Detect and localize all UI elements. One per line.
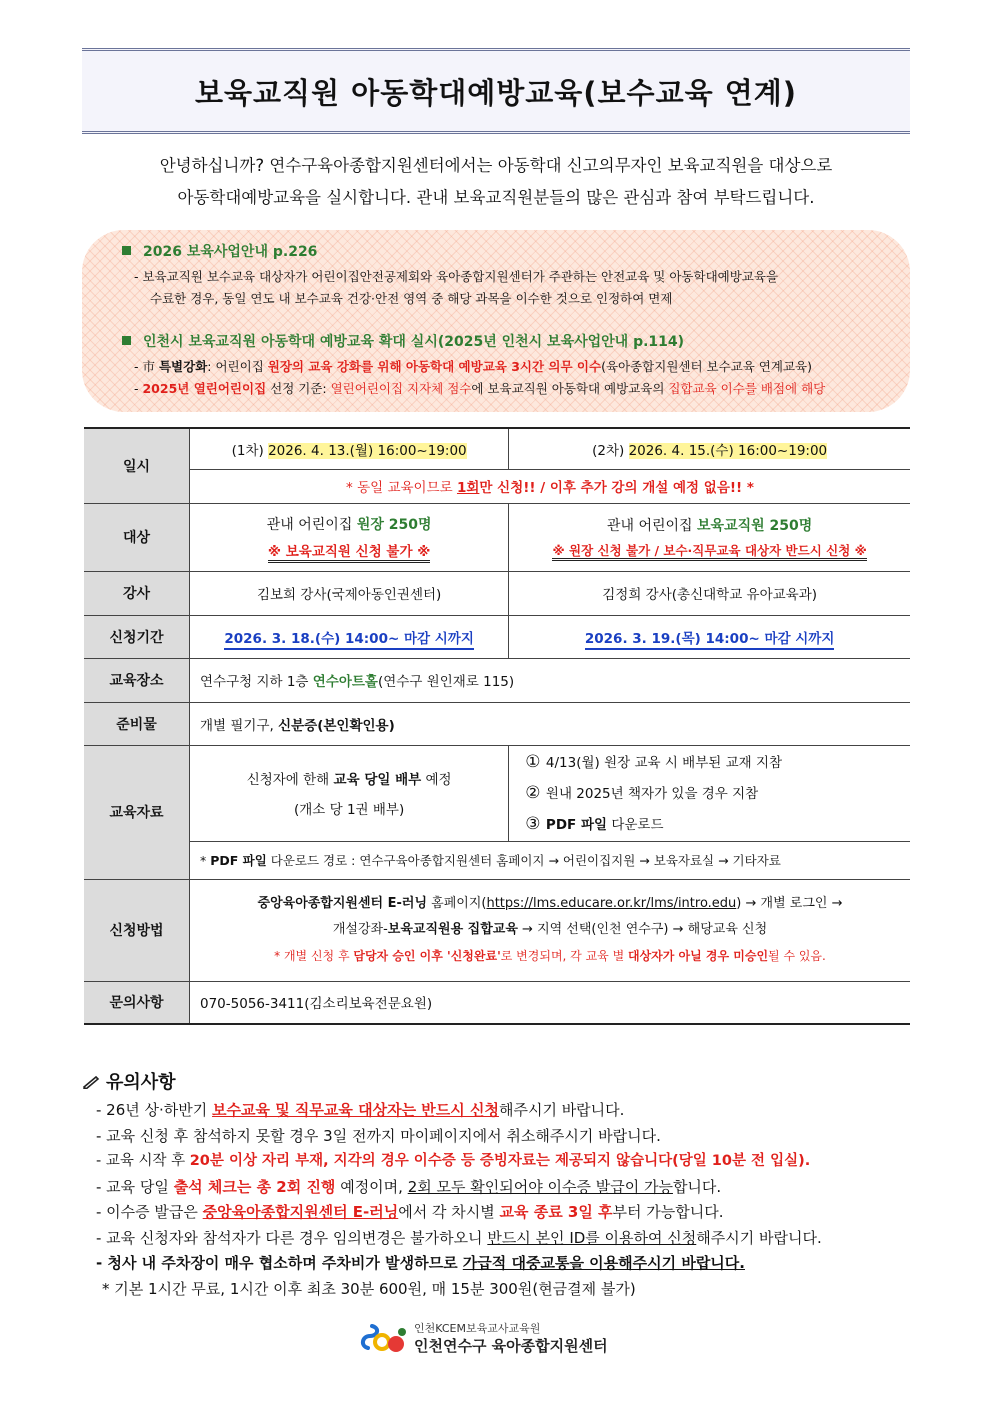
list-item: - 청사 내 주차장이 매우 협소하며 주차비가 발생하므로 가급적 대중교통을 이용해주시기 바랍니다. (96, 1254, 745, 1272)
materials-path: * PDF 파일 다운로드 경로 : 연수구육아종합지원센터 홈페이지 → 어린이집지원 → 보육자료실 → 기타자료 (190, 841, 911, 879)
label-prep: 준비물 (84, 702, 190, 745)
table-row (84, 615, 910, 658)
label-method: 신청방법 (84, 879, 190, 981)
materials-left: 신청자에 한해 교육 당일 배부 예정 (개소 당 1권 배부) (190, 745, 509, 841)
date-note: * 동일 교육이므로 1회만 신청!! / 이후 추가 강의 개설 예정 없음!! * (190, 469, 911, 503)
table-row (84, 879, 910, 981)
period-1: 2026. 3. 18.(수) 14:00~ 마감 시까지 (190, 615, 509, 658)
materials-right (509, 745, 910, 841)
notice-line-1: - 보육교직원 보수교육 대상자가 어린이집안전공제회와 육아종합지원센터가 주관하는 안전교육 및 아동학대예방교육을 (134, 269, 779, 284)
notice-heading-1: 2026 보육사업안내 p.226 (122, 242, 317, 263)
notice-line-3: - 市 특별강화: 어린이집 원장의 교육 강화를 위해 아동학대 예방교육 3시간 의무 이수(육아종합지원센터 보수교육 연계교육) (134, 359, 812, 374)
notice-box (82, 230, 910, 412)
pencil-icon (82, 1075, 100, 1089)
table-row (84, 981, 910, 1024)
table-row (84, 503, 910, 571)
date-session-1: (1차) 2026. 4. 13.(월) 16:00~19:00 (190, 428, 509, 469)
contact-value: 070-5056-3411(김소리보육전문요원) (190, 981, 911, 1024)
footer-line-1: 인천KCEM보육교사교육원 (414, 1322, 541, 1335)
list-item: - 교육 신청 후 참석하지 못할 경우 3일 전까지 마이페이지에서 취소해주시기 바랍니다. (96, 1126, 661, 1145)
label-period: 신청기간 (84, 615, 190, 658)
target-director: 관내 어린이집 원장 250명 ※ 보육교직원 신청 불가 ※ (190, 503, 509, 571)
footer-logo (358, 1318, 658, 1358)
list-item: - 교육 당일 출석 체크는 총 2회 진행 예정이며, 2회 모두 확인되어야 이수증 발급이 가능합니다. (96, 1177, 722, 1196)
target-staff: 관내 어린이집 보육교직원 250명 ※ 원장 신청 불가 / 보수·직무교육 대상자 반드시 신청 ※ (509, 503, 910, 571)
square-bullet-icon (122, 246, 131, 255)
table-row (84, 745, 910, 841)
list-item: - 교육 시작 후 20분 이상 자리 부재, 지각의 경우 이수증 등 증빙자료는 제공되지 않습니다(당일 10분 전 입실). (96, 1153, 811, 1169)
period-2: 2026. 3. 19.(목) 14:00~ 마감 시까지 (509, 615, 910, 658)
lecturer-1: 김보희 강사(국제아동인권센터) (190, 571, 509, 615)
method-value: 중앙육아종합지원센터 E-러닝 홈페이지(https://lms.educare.or.kr/lms/intro.edu) → 개별 로그인 → 개설강좌-보육교직원용 집합교육 → 지역 선택(인천 연수구) → 해당교육 신청 * 개별 신청 후 담당자 승인 이후 '신청완료'로 변경되며, 각 교육 별 대상자가 아닐 경우 미승인될 수 있음. (190, 879, 911, 981)
table-row (84, 571, 910, 615)
info-table (84, 427, 910, 1025)
list-item: - 26년 상·하반기 보수교육 및 직무교육 대상자는 반드시 신청해주시기 바랍니다. (96, 1101, 625, 1119)
square-bullet-icon (122, 336, 131, 345)
prep-value: 개별 필기구, 신분증(본인확인용) (190, 702, 911, 745)
list-item: ① 4/13(월) 원장 교육 시 배부된 교재 지참 (525, 751, 783, 772)
lecturer-2: 김정희 강사(총신대학교 유아교육과) (509, 571, 910, 615)
table-row (84, 469, 910, 503)
center-logo-icon (358, 1318, 410, 1358)
label-lecturer: 강사 (84, 571, 190, 615)
intro-line-2: 아동학대예방교육을 실시합니다. 관내 보육교직원분들의 많은 관심과 참여 부탁드립니다. (177, 188, 815, 207)
list-item: * 기본 1시간 무료, 1시간 이후 최초 30분 600원, 매 15분 300원(현금결제 불가) (102, 1279, 636, 1298)
notice-line-2: 수료한 경우, 동일 연도 내 보수교육 건강·안전 영역 중 해당 과목을 이수한 것으로 인정하여 면제 (150, 291, 673, 306)
list-item: ③ PDF 파일 다운로드 (525, 813, 664, 834)
caution-section (82, 1068, 922, 1302)
notice-line-4: - 2025년 열린어린이집 선정 기준: 열린어린이집 지자체 점수에 보육교직원 아동학대 예방교육의 집합교육 이수를 배점에 해당 (134, 381, 826, 396)
notice-heading-2: 인천시 보육교직원 아동학대 예방교육 확대 실시(2025년 인천시 보육사업안내 p.114) (122, 332, 684, 353)
list-item: ② 원내 2025년 책자가 있을 경우 지참 (525, 782, 759, 803)
list-item: - 이수증 발급은 중앙육아종합지원센터 E-러닝에서 각 차시별 교육 종료 3일 후부터 가능합니다. (96, 1203, 724, 1221)
intro-text (60, 150, 932, 214)
caution-heading: 유의사항 (82, 1068, 922, 1094)
label-date: 일시 (84, 428, 190, 503)
footer-line-2: 인천연수구 육아종합지원센터 (414, 1337, 608, 1355)
date-session-2: (2차) 2026. 4. 15.(수) 16:00~19:00 (509, 428, 910, 469)
table-row (84, 841, 910, 879)
intro-line-1: 안녕하십니까? 연수구육아종합지원센터에서는 아동학대 신고의무자인 보육교직원을 대상으로 (159, 156, 833, 175)
label-contact: 문의사항 (84, 981, 190, 1024)
list-item: - 교육 신청자와 참석자가 다른 경우 임의변경은 불가하오니 반드시 본인 ID를 이용하여 신청해주시기 바랍니다. (96, 1228, 822, 1247)
title-banner (82, 48, 910, 134)
label-target: 대상 (84, 503, 190, 571)
table-row (84, 658, 910, 702)
educare-link[interactable]: https://lms.educare.or.kr/lms/intro.edu (486, 896, 737, 911)
label-venue: 교육장소 (84, 658, 190, 702)
page-title: 보육교직원 아동학대예방교육(보수교육 연계) (195, 75, 797, 110)
table-row (84, 428, 910, 469)
table-row (84, 702, 910, 745)
label-materials: 교육자료 (84, 745, 190, 879)
venue-value: 연수구청 지하 1층 연수아트홀(연수구 원인재로 115) (190, 658, 911, 702)
